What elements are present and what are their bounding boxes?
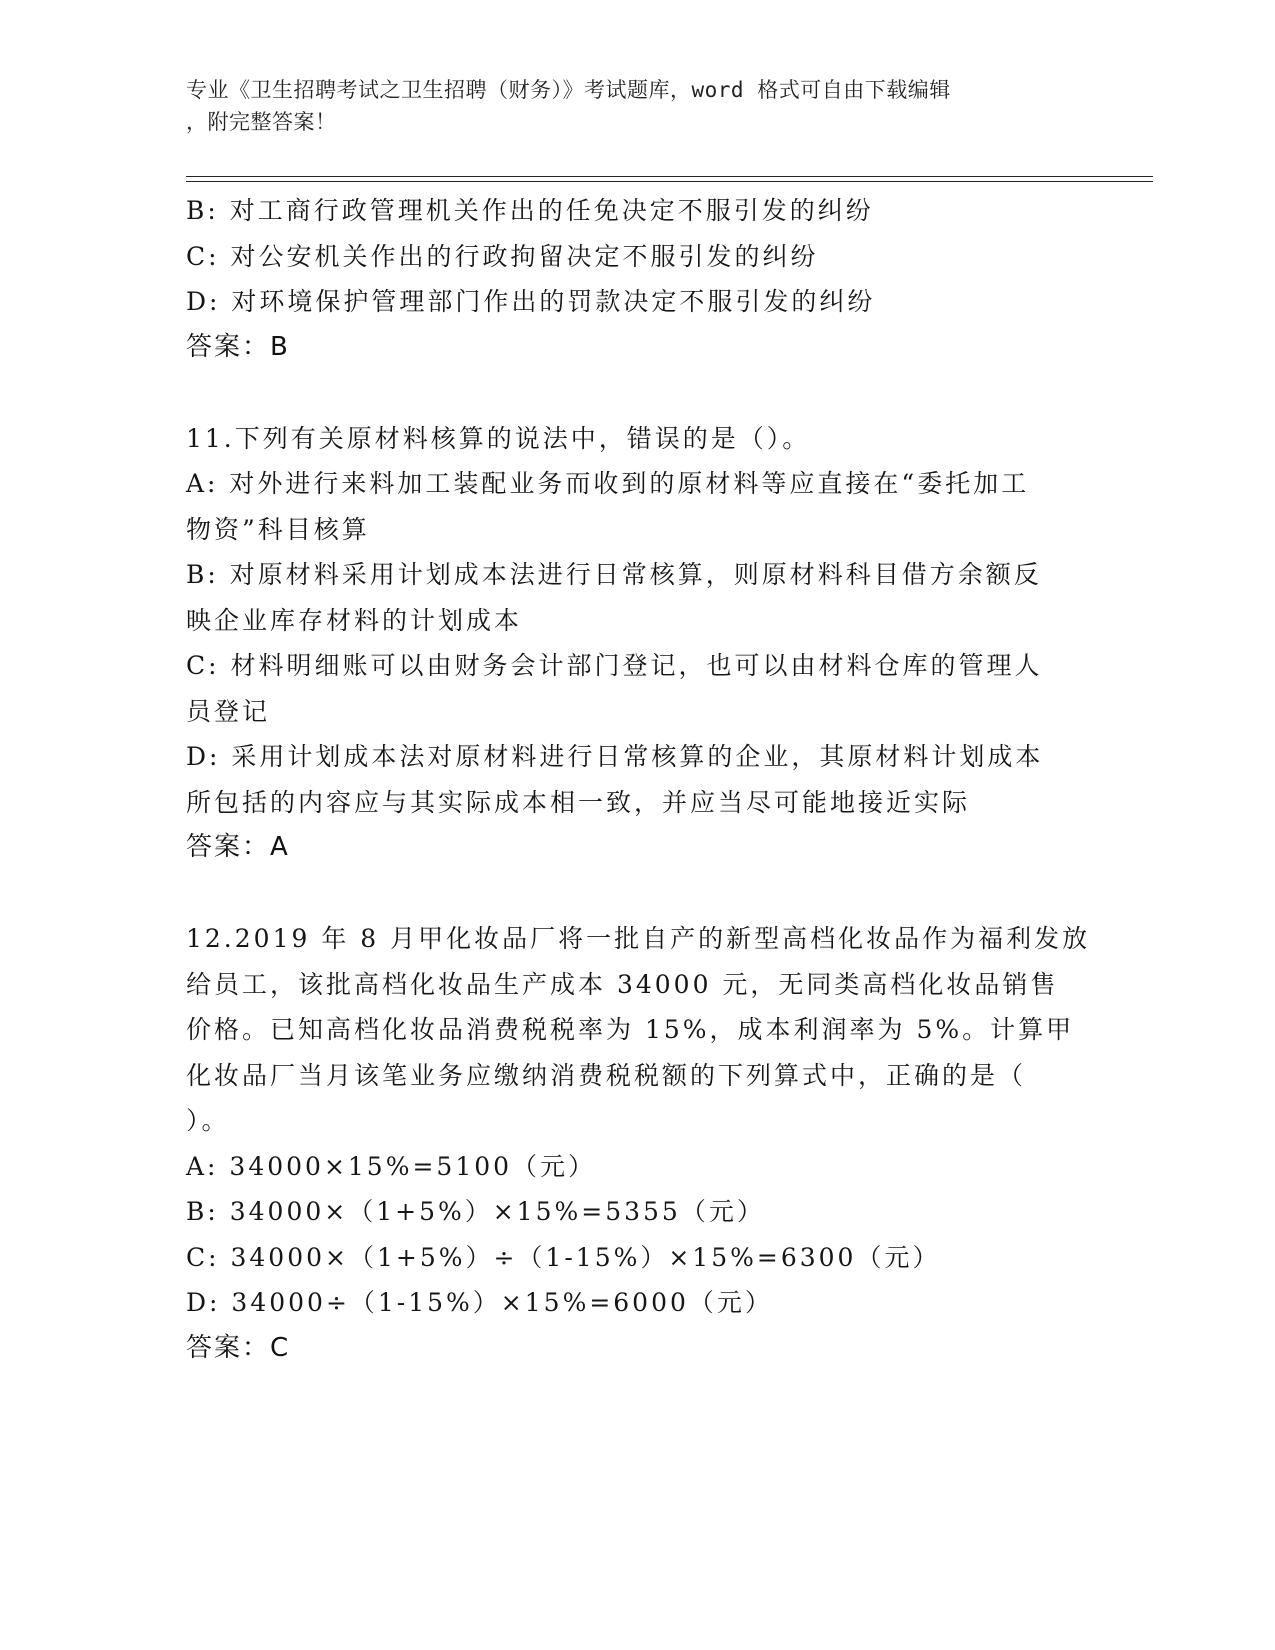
question-text-line-5: ）。	[186, 1106, 230, 1135]
answer: 答案：B	[186, 331, 290, 362]
header-line-1: 专业《卫生招聘考试之卫生招聘（财务）》考试题库，word 格式可自由下载编辑	[186, 78, 951, 102]
answer: 答案：A	[186, 832, 290, 862]
option-b-line-2: 映企业库存材料的计划成本	[186, 605, 523, 635]
question-10	[186, 188, 1086, 370]
option-c-line-2: 员登记	[186, 696, 271, 726]
option-d-line-2: 所包括的内容应与其实际成本相一致，并应当尽可能地接近实际	[186, 787, 971, 817]
question-text-line-1: 12.2019 年 8 月甲化妆品厂将一批自产的新型高档化妆品作为福利发放	[186, 924, 1091, 953]
option-c: C: 对公安机关作出的行政拘留决定不服引发的纠纷	[186, 241, 819, 271]
answer: 答案：C	[186, 1332, 291, 1363]
question-text-line-4: 化妆品厂当月该笔业务应缴纳消费税税额的下列算式中，正确的是（	[186, 1060, 1027, 1090]
question-text-line-2: 给员工，该批高档化妆品生产成本 34000 元，无同类高档化妆品销售	[186, 969, 1059, 999]
option-d-line-1: D: 采用计划成本法对原材料进行日常核算的企业，其原材料计划成本	[186, 742, 1044, 771]
option-d: D: 34000÷（1-15%）×15%=6000（元）	[186, 1288, 773, 1317]
header-line-2: ，附完整答案！	[186, 110, 337, 134]
option-c-line-1: C: 材料明细账可以由财务会计部门登记，也可以由材料仓库的管理人	[186, 651, 1043, 680]
question-text: 11.下列有关原材料核算的说法中，错误的是（）。	[186, 423, 811, 453]
header-divider-top	[186, 176, 1153, 177]
option-a-line-2: 物资”科目核算	[186, 514, 370, 544]
option-a-line-1: A: 对外进行来料加工装配业务而收到的原材料等应直接在“委托加工	[186, 469, 1030, 498]
spacer	[186, 871, 1086, 917]
option-d: D: 对环境保护管理部门作出的罚款决定不服引发的纠纷	[186, 287, 876, 316]
spacer	[186, 370, 1086, 416]
document-body	[186, 188, 1091, 1371]
option-b-line-1: B: 对原材料采用计划成本法进行日常核算，则原材料科目借方余额反	[186, 560, 1042, 589]
option-c: C: 34000×（1+5%）÷（1-15%）×15%=6300（元）	[186, 1242, 941, 1272]
document-header	[186, 74, 1086, 138]
option-a: A: 34000×15%=5100（元）	[186, 1151, 597, 1181]
option-b: B: 对工商行政管理机关作出的任免决定不服引发的纠纷	[186, 196, 874, 225]
question-11	[186, 416, 1086, 871]
option-b: B: 34000×（1+5%）×15%=5355（元）	[186, 1197, 765, 1226]
question-12	[186, 916, 1091, 1371]
header-divider-bottom	[186, 181, 1153, 182]
question-text-line-3: 价格。已知高档化妆品消费税税率为 15%，成本利润率为 5%。计算甲	[186, 1015, 1075, 1044]
